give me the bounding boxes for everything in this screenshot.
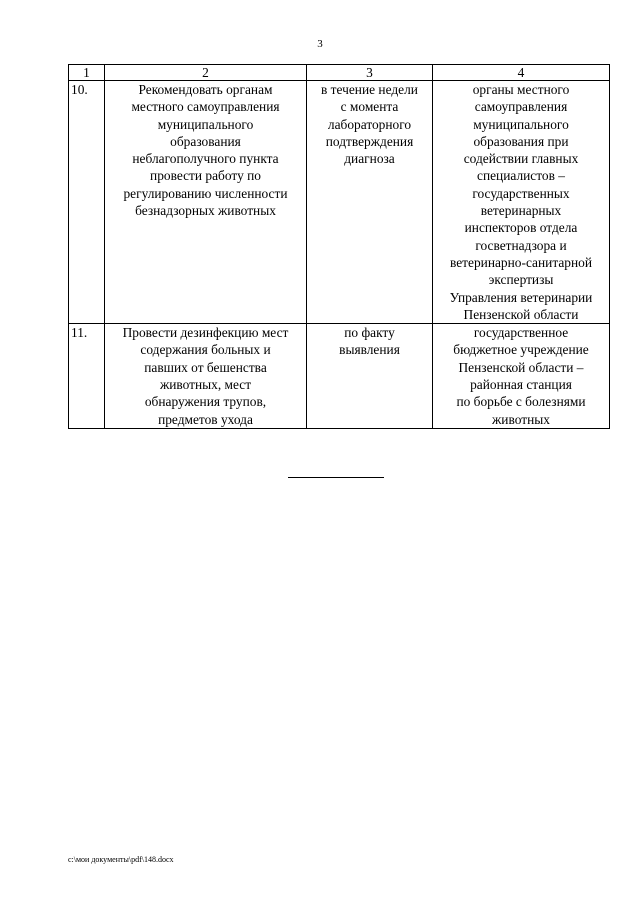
responsible-cell-line: государственных — [472, 185, 570, 201]
measure-cell-line: неблагополучного пункта — [132, 151, 279, 167]
responsible-cell-line: ветеринарно-санитарной — [449, 254, 593, 270]
table-row — [69, 324, 610, 429]
responsible-cell-line: ветеринарных — [480, 203, 562, 219]
responsible-cell-line: муниципального — [473, 116, 569, 132]
measure-cell-line: безнадзорных животных — [135, 203, 276, 219]
responsible-cell-line: госветнадзора и — [475, 237, 567, 253]
deadline-cell-line: в течение недели — [321, 82, 418, 97]
responsible-cell-line: Пензенской области – — [458, 359, 584, 375]
deadline-cell — [307, 81, 433, 324]
measure-cell-line: павших от бешенства — [144, 359, 267, 375]
responsible-cell-line: животных — [492, 411, 550, 427]
row-number-cell: 11. — [69, 324, 105, 429]
responsible-cell-line: инспекторов отдела — [464, 220, 578, 236]
measure-cell-line: Рекомендовать органам — [138, 82, 273, 97]
responsible-cell-line: районная станция — [470, 377, 572, 393]
table-header-row — [69, 65, 610, 81]
responsible-cell-line: специалистов – — [477, 168, 565, 184]
header-col-3: 3 — [307, 65, 433, 81]
measure-cell-line: Провести дезинфекцию мест — [122, 325, 289, 341]
deadline-cell-line: диагноза — [344, 151, 395, 167]
measure-cell-line: предметов ухода — [158, 411, 253, 427]
measure-cell — [105, 81, 307, 324]
row-number-cell: 10. — [69, 81, 105, 324]
header-col-4: 4 — [433, 65, 610, 81]
measure-cell-line: местного самоуправления — [131, 99, 280, 115]
deadline-cell-line: с момента — [340, 99, 399, 115]
header-col-2: 2 — [105, 65, 307, 81]
responsible-cell-line: образования при — [473, 133, 569, 149]
responsible-cell-line: Управления ветеринарии — [449, 289, 593, 305]
responsible-cell-line: самоуправления — [474, 99, 568, 115]
responsible-cell — [433, 324, 610, 429]
measure-cell-line: регулированию численности — [123, 185, 288, 201]
deadline-cell-line: выявления — [339, 342, 400, 358]
deadline-cell-line: лабораторного — [327, 116, 412, 132]
responsible-cell-line: бюджетное учреждение — [453, 342, 589, 358]
responsible-cell-line: по борьбе с болезнями — [456, 394, 586, 410]
measure-cell-line: образования — [170, 133, 241, 149]
deadline-cell-line: по факту — [344, 325, 395, 341]
responsible-cell-line: органы местного — [472, 82, 570, 97]
measure-cell-line: содержания больных и — [140, 342, 271, 358]
measure-cell-line: провести работу по — [150, 168, 261, 184]
footer-file-path: c:\мои документы\pdf\148.docx — [68, 855, 174, 864]
responsible-cell-line: государственное — [473, 325, 569, 341]
responsible-cell-line: содействии главных — [463, 151, 579, 167]
header-col-1: 1 — [69, 65, 105, 81]
responsible-cell-line: экспертизы — [488, 272, 554, 288]
measure-cell-line: животных, мест — [159, 377, 252, 393]
measure-cell-line: обнаружения трупов, — [144, 394, 267, 410]
table-body — [69, 81, 610, 429]
measures-table — [68, 64, 610, 429]
table-row — [69, 81, 610, 324]
responsible-cell — [433, 81, 610, 324]
deadline-cell — [307, 324, 433, 429]
responsible-cell-line: Пензенской области — [463, 306, 579, 322]
measure-cell-line: муниципального — [157, 116, 254, 132]
page-number: 3 — [317, 38, 323, 50]
end-divider-line — [288, 477, 384, 478]
deadline-cell-line: подтверждения — [325, 133, 414, 149]
measure-cell — [105, 324, 307, 429]
